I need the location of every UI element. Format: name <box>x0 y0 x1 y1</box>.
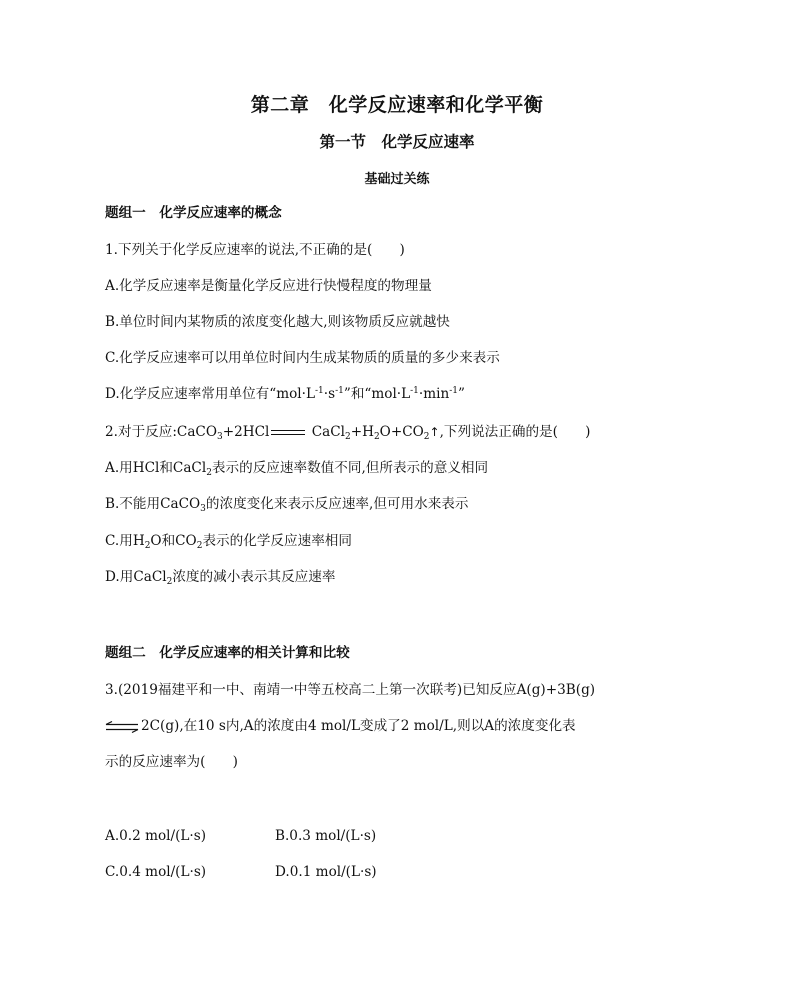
q3-stem-line1: 3.(2019福建平和一中、南靖一中等五校高二上第一次联考)已知反应A(g)+3B(g) <box>105 682 596 698</box>
q1-option-a: A.化学反应速率是衡量化学反应进行快慢程度的物理量 <box>105 278 432 294</box>
q3-stem-line2: 2C(g),在10 s内,A的浓度由4 mol/L变成了2 mol/L,则以A的浓度变化表 <box>105 716 576 736</box>
q3-option-a: A.0.2 mol/(L·s) <box>105 828 207 844</box>
q2-option-a: A.用HCl和CaCl$_2$表示的反应速率数值不同,但所表示的意义相同 <box>105 460 489 478</box>
q1-option-d: D.化学反应速率常用单位有“$mol\cdot L^{-1}\cdot s^{-1}$”和“$mol\cdot L^{-1}\cdot\min^{-1}$” <box>105 386 465 402</box>
q3-option-b: B.0.3 mol/(L·s) <box>275 828 377 844</box>
q1-option-c: C.化学反应速率可以用单位时间内生成某物质的质量的多少来表示 <box>105 350 500 366</box>
group1-heading: 题组一 化学反应速率的概念 <box>105 205 282 221</box>
equals-sign-icon <box>271 429 305 437</box>
q2-option-c: C.用$H_2O$和$CO_2$表示的化学反应速率相同 <box>105 533 352 551</box>
reversible-arrow-icon <box>105 721 139 733</box>
q3-stem-line3: 示的反应速率为( ) <box>105 754 238 770</box>
q2-stem: 2.对于反应:CaCO$_3$+2HCl $CaCl_2+H_2O+CO_2↑$,下列说法正确的是( ) <box>105 424 591 442</box>
section-title: 第一节 化学反应速率 <box>319 133 475 151</box>
q3-option-d: D.0.1 mol/(L·s) <box>275 864 377 880</box>
q1-option-b: B.单位时间内某物质的浓度变化越大,则该物质反应就越快 <box>105 314 450 330</box>
q1-stem: 1.下列关于化学反应速率的说法,不正确的是( ) <box>105 242 405 258</box>
q2-option-d: D.用CaCl$_2$浓度的减小表示其反应速率 <box>105 569 336 587</box>
group2-heading: 题组二 化学反应速率的相关计算和比较 <box>105 645 350 661</box>
q3-option-c: C.0.4 mol/(L·s) <box>105 864 207 880</box>
gas-up-arrow-icon: ↑ <box>429 425 440 439</box>
chapter-title: 第二章 化学反应速率和化学平衡 <box>250 94 544 116</box>
q2-option-b: B.不能用CaCO$_3$的浓度变化来表示反应速率,但可用水来表示 <box>105 496 469 514</box>
subsection-title: 基础过关练 <box>364 172 430 187</box>
